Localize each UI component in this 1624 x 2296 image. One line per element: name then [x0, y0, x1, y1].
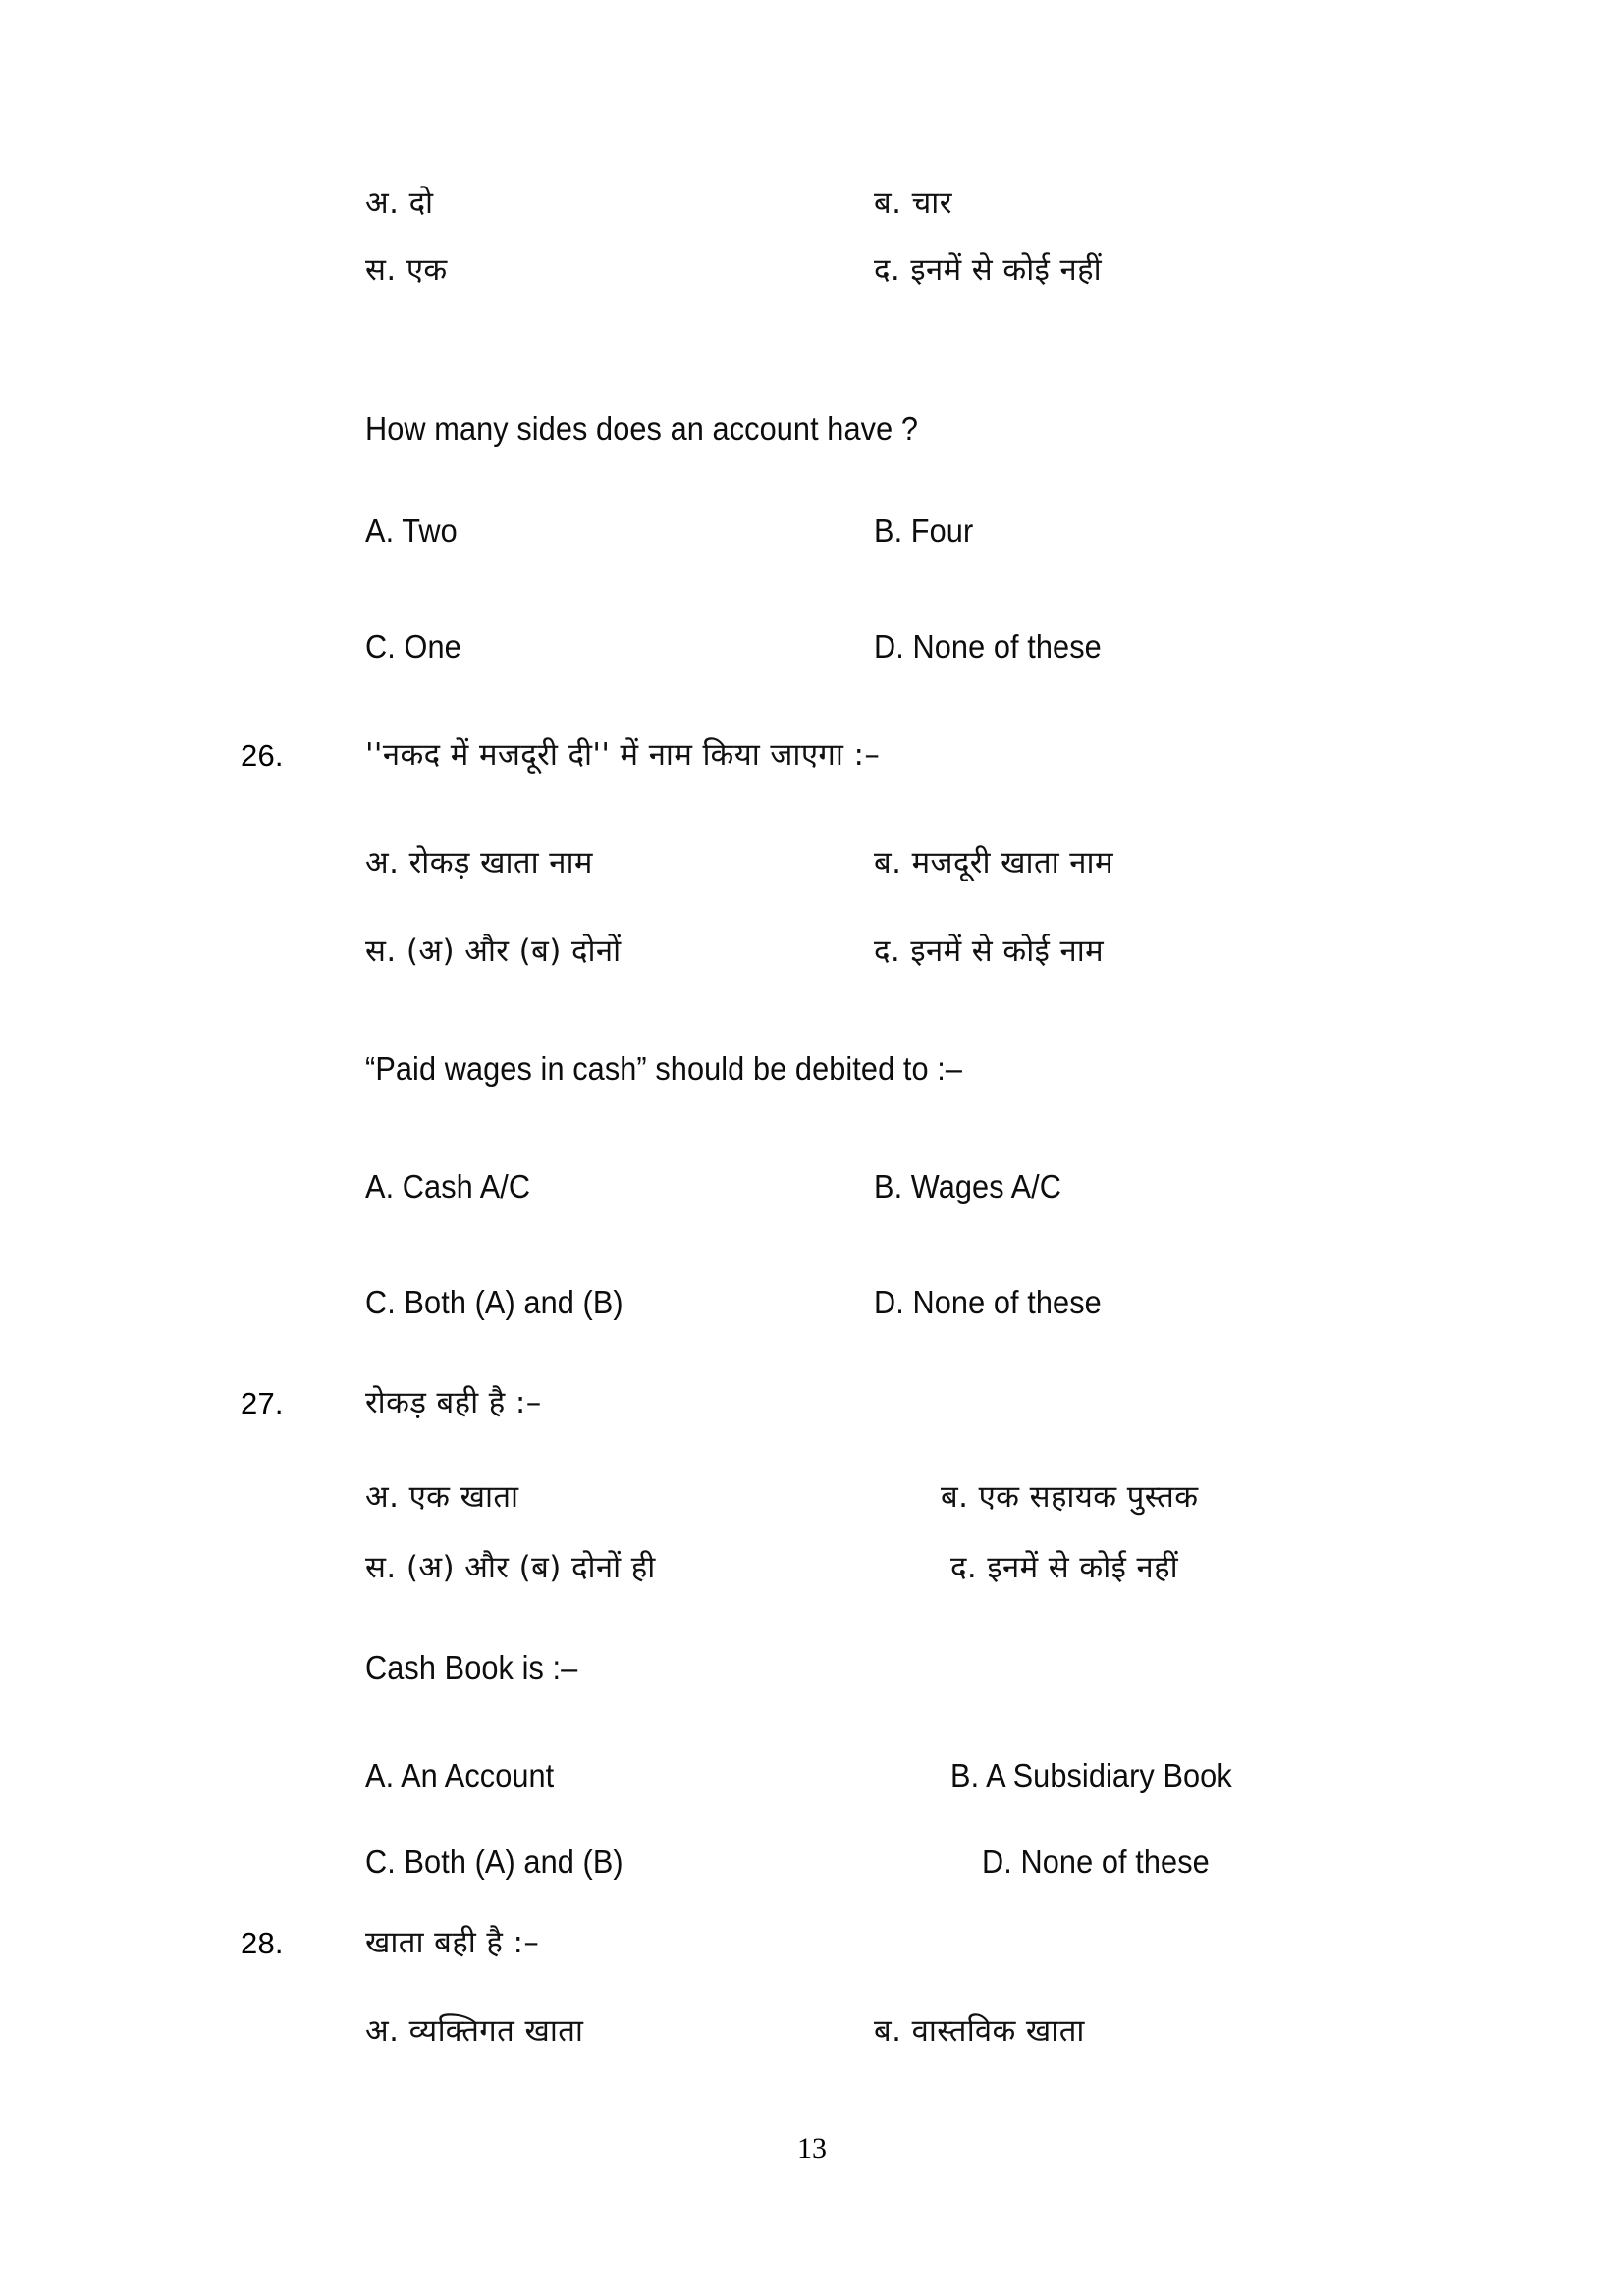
option-text: D. None of these: [874, 628, 1102, 665]
page-number: 13: [797, 2132, 827, 2164]
option-text: अ. रोकड़ खाता नाम: [365, 845, 593, 881]
option-text: अ. दो: [365, 186, 434, 221]
question-stem-hindi-26: [365, 738, 880, 774]
option-c: [365, 1551, 656, 1586]
option-text: ब. एक सहायक पुस्तक: [941, 1479, 1199, 1515]
option-text: A. Cash A/C: [365, 1168, 531, 1204]
option-a: [365, 1757, 568, 1794]
option-text: C. One: [365, 628, 461, 665]
question-number-28: 28.: [241, 1926, 284, 1960]
option-b: [950, 1757, 1253, 1794]
option-text: स. (अ) और (ब) दोनों: [365, 934, 622, 969]
option-c: [365, 253, 448, 289]
option-d: [874, 253, 1102, 289]
option-c: [365, 628, 468, 666]
option-b: [874, 846, 1113, 881]
option-text: ब. वास्तविक खाता: [874, 2013, 1085, 2049]
option-text: C. Both (A) and (B): [365, 1284, 623, 1320]
question-stem-english: [365, 410, 959, 448]
option-text: द. इनमें से कोई नाम: [874, 934, 1105, 969]
option-d: [982, 1843, 1226, 1881]
option-text: A. An Account: [365, 1757, 555, 1793]
option-a: [365, 1480, 518, 1516]
stem-text: रोकड़ बही है :–: [365, 1385, 542, 1420]
option-text: अ. व्यक्तिगत खाता: [365, 2013, 584, 2049]
option-a: [365, 187, 433, 222]
option-text: B. Four: [874, 512, 974, 549]
option-b: [874, 2014, 1085, 2050]
option-text: ब. मजदूरी खाता नाम: [874, 845, 1113, 881]
option-b: [874, 1168, 1075, 1205]
option-c: [365, 934, 622, 970]
option-b: [874, 512, 981, 550]
question-stem-hindi-27: [365, 1386, 542, 1421]
option-c: [365, 1843, 643, 1881]
option-c: [365, 1284, 643, 1321]
question-number-27: 27.: [241, 1386, 284, 1420]
stem-text: “Paid wages in cash” should be debited to :–: [365, 1050, 963, 1087]
option-text: D. None of these: [874, 1284, 1102, 1320]
option-d: [950, 1551, 1178, 1586]
stem-text: How many sides does an account have ?: [365, 410, 919, 447]
option-d: [874, 934, 1104, 970]
option-b: [941, 1480, 1198, 1516]
option-text: स. (अ) और (ब) दोनों ही: [365, 1550, 656, 1585]
option-text: C. Both (A) and (B): [365, 1843, 623, 1880]
stem-text: ''नकद में मजदूरी दी'' में नाम किया जाएगा :–: [365, 737, 881, 773]
option-d: [874, 628, 1118, 666]
option-text: D. None of these: [982, 1843, 1210, 1880]
option-a: [365, 846, 593, 881]
option-a: [365, 512, 464, 550]
stem-text: Cash Book is :–: [365, 1649, 578, 1685]
option-text: द. इनमें से कोई नहीं: [874, 252, 1103, 288]
option-a: [365, 2014, 583, 2050]
option-text: अ. एक खाता: [365, 1479, 519, 1515]
option-a: [365, 1168, 543, 1205]
option-text: स. एक: [365, 252, 448, 288]
option-text: द. इनमें से कोई नहीं: [950, 1550, 1179, 1585]
question-number-26: 26.: [241, 738, 284, 773]
option-b: [874, 187, 952, 222]
question-stem-english-26: [365, 1050, 1007, 1088]
option-text: ब. चार: [874, 186, 952, 221]
stem-text: खाता बही है :–: [365, 1925, 540, 1960]
option-text: B. A Subsidiary Book: [950, 1757, 1232, 1793]
question-stem-english-27: [365, 1649, 594, 1686]
option-text: B. Wages A/C: [874, 1168, 1062, 1204]
option-d: [874, 1284, 1118, 1321]
question-stem-hindi-28: [365, 1926, 539, 1961]
option-text: A. Two: [365, 512, 458, 549]
